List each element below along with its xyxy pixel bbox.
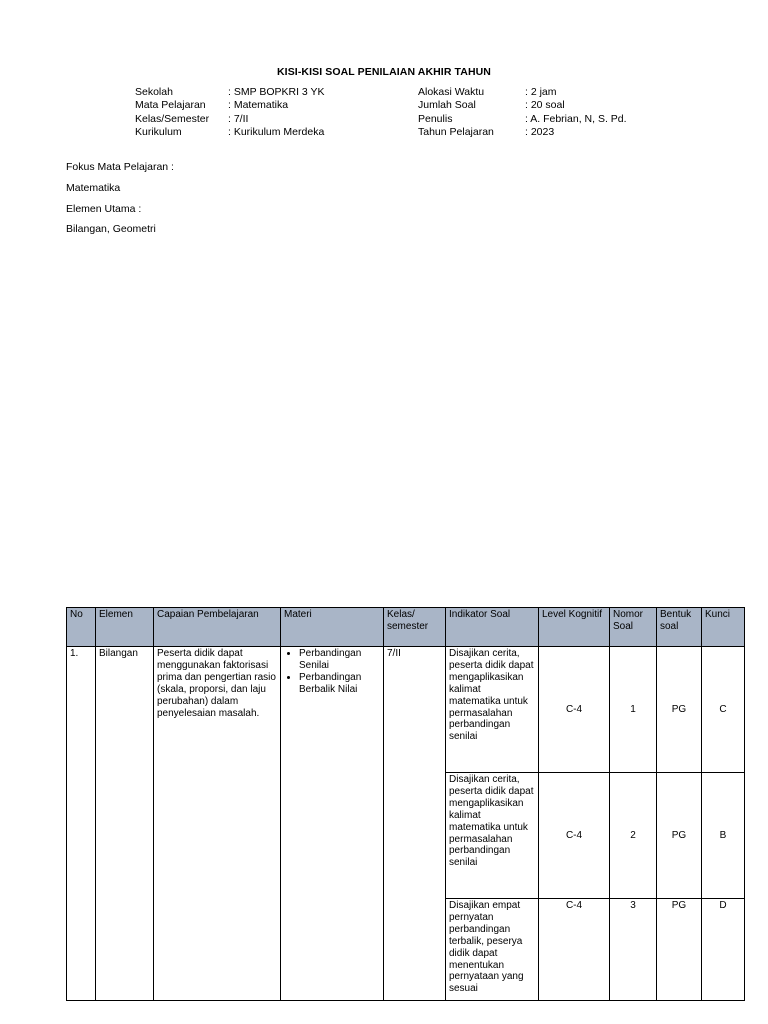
table-header-row [67,608,745,647]
cell-bentuk: PG [657,647,702,773]
header-nomor: Nomor Soal [610,608,657,647]
elemen-utama-value: Bilangan, Geometri [66,223,156,236]
cell-bentuk: PG [657,899,702,1001]
fokus-label: Fokus Mata Pelajaran : [66,161,174,173]
info-label-kurikulum: Kurikulum [135,126,182,139]
document-title: KISI-KISI SOAL PENILAIAN AKHIR TAHUN [277,66,491,78]
cell-kunci: B [702,773,745,899]
header-capaian: Capaian Pembelajaran [154,608,281,647]
info-value-penulis: : A. Febrian, N, S. Pd. [525,112,627,125]
fokus-value: Matematika [66,181,121,194]
header-kunci: Kunci [702,608,745,647]
info-value-tahun-pelajaran: : 2023 [525,126,555,139]
cell-level: C-4 [539,899,610,1001]
info-label-alokasi-waktu: Alokasi Waktu [418,86,485,98]
header-elemen: Elemen [96,608,154,647]
kisi-kisi-table [66,607,745,1001]
cell-indikator: Disajikan cerita, peserta didik dapat mengaplikasikan kalimat matematika untuk permasalahan perbandingan senilai [446,647,539,773]
header-level: Level Kognitif [539,608,610,647]
info-label-penulis: Penulis [418,112,453,125]
cell-capaian: Peserta didik dapat menggunakan faktorisasi prima dan pengertian rasio (skala, proporsi, dan laju perubahan) dalam penyelesaian masalah. [154,647,281,1001]
info-label-sekolah: Sekolah [135,86,173,98]
info-label-jumlah-soal: Jumlah Soal [418,99,476,112]
cell-materi [281,647,384,1001]
info-value-kelas-semester: : 7/II [228,112,249,125]
info-value-sekolah: : SMP BOPKRI 3 YK [228,86,325,98]
cell-level: C-4 [539,773,610,899]
cell-no: 1. [67,647,96,1001]
cell-kelas: 7/II [384,647,446,1001]
header-bentuk: Bentuk soal [657,608,702,647]
cell-kunci: D [702,899,745,1001]
header-materi: Materi [281,608,384,647]
cell-nomor: 3 [610,899,657,1001]
focus-section [66,161,174,244]
elemen-utama-label: Elemen Utama : [66,202,142,215]
info-value-alokasi-waktu: : 2 jam [525,86,557,98]
materi-list [284,648,380,696]
cell-elemen: Bilangan [96,647,154,1001]
cell-nomor: 2 [610,773,657,899]
info-value-mata-pelajaran: : Matematika [228,99,289,112]
table-row [67,647,745,773]
cell-level: C-4 [539,647,610,773]
cell-kunci: C [702,647,745,773]
cell-indikator: Disajikan empat pernyatan perbandingan terbalik, peserya didik dapat menentukan pernyataan yang sesuai [446,899,539,1001]
list-item: • Perbandingan Berbalik Nilai [299,672,380,696]
cell-nomor: 1 [610,647,657,773]
cell-bentuk: PG [657,773,702,899]
header-no: No [67,608,96,647]
info-value-jumlah-soal: : 20 soal [525,99,565,112]
cell-indikator: Disajikan cerita, peserta didik dapat mengaplikasikan kalimat matematika untuk permasalahan perbandingan senilai [446,773,539,899]
list-item: • Perbandingan Senilai [299,648,380,672]
info-label-tahun-pelajaran: Tahun Pelajaran [418,126,494,139]
header-indikator: Indikator Soal [446,608,539,647]
info-label-mata-pelajaran: Mata Pelajaran [135,99,206,112]
info-label-kelas-semester: Kelas/Semester [135,112,210,125]
info-value-kurikulum: : Kurikulum Merdeka [228,126,325,139]
header-kelas: Kelas/ semester [384,608,446,647]
